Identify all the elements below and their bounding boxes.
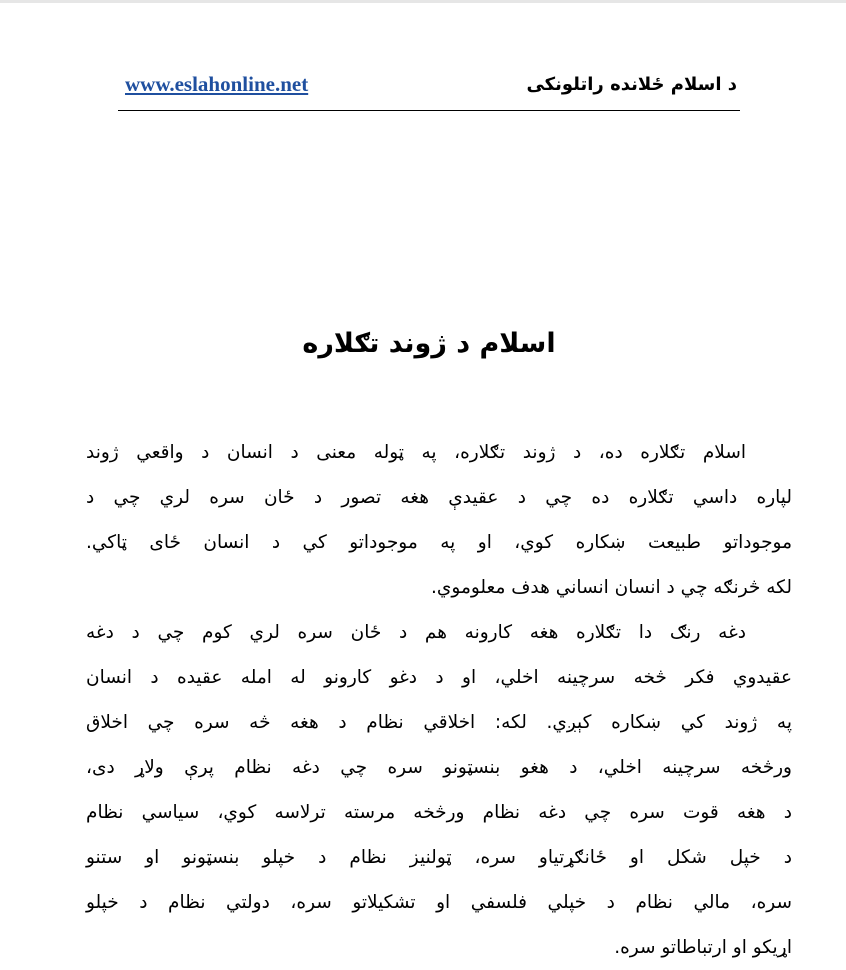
book-title: د اسلام ځلانده راتلونکی [526,74,737,95]
paragraph-2-line-8: اړیکو او ارتباطاتو سره. [614,937,792,958]
body-text [86,430,792,970]
paragraph-2-line-7: سره، مالي نظام د خپلي فلسفي او تشکیلاتو سره، دولتي نظام د خپلو [86,892,792,913]
paragraph-1-line-4: لکه څرنګه چي د انسان انساني هدف معلوموي. [431,577,792,598]
paragraph-1-line-2: لپاره داسي تګلاره ده چي د عقیدې هغه تصور د ځان سره لري چي د [86,487,792,508]
page-top-edge [0,0,846,3]
paragraph-2-line-4: ورڅخه سرچینه اخلي، د هغو بنسټونو سره چي دغه نظام پرې ولاړ دی، [86,757,792,778]
chapter-title: اسلام د ژوند تګلاره [302,328,556,359]
website-link[interactable]: www.eslahonline.net [125,72,309,96]
paragraph-1-line-3: موجوداتو طبیعت ښکاره کوي، او په موجوداتو کي د انسان ځای ټاکي. [86,532,792,553]
paragraph-2-line-2: عقیدوي فکر څخه سرچینه اخلي، او د دغو کارونو له امله عقیده د انسان [86,667,792,688]
paragraph-2-line-5: د هغه قوت سره چي دغه نظام ورڅخه مرسته ترلاسه کوي، سیاسي نظام [86,802,792,823]
paragraph-1-line-1: اسلام تګلاره ده، د ژوند تګلاره، په ټوله معنی د انسان د واقعي ژوند [86,442,746,463]
paragraph-2-line-3: په ژوند کي ښکاره کېږي. لکه: اخلاقي نظام د هغه څه سره چي اخلاق [86,712,792,733]
paragraph-2-line-6: د خپل شکل او ځانګړتیاو سره، ټولنیز نظام د خپلو بنسټونو او ستنو [86,847,792,868]
paragraph-2-line-1: دغه رنګ دا تګلاره هغه کارونه هم د ځان سره لري کوم چي د دغه [86,622,746,643]
page-header [118,70,740,111]
